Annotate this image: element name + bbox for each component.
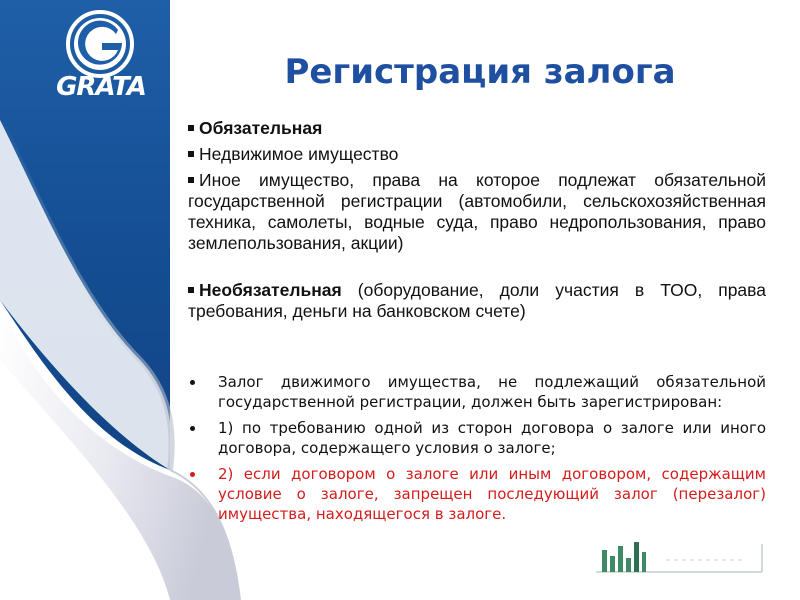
list-item-bold: Необязательная: [199, 280, 342, 300]
square-bullet-icon: [188, 125, 194, 131]
square-bullet-icon: [188, 177, 194, 183]
list-item-text: 1) по требованию одной из сторон договора о залоге или иного договора, содержащего условия о залоге;: [218, 419, 766, 457]
dot-bullet-icon: [190, 472, 195, 477]
list-item-text: Залог движимого имущества, не подлежащий обязательной государственной регистрации, должен быть зарегистрирован:: [218, 373, 766, 411]
list-item-highlighted: [188, 464, 766, 524]
list-item-text: Недвижимое имущество: [199, 144, 399, 164]
bar-chart-icon: [596, 536, 766, 576]
dot-bullet-icon: [190, 426, 195, 431]
dot-bullet-icon: [190, 380, 195, 385]
list-item: [188, 170, 766, 254]
square-bullet-icon: [188, 151, 194, 157]
list-item-text: (оборудование, доли участия в ТОО, права требования, деньги на банковском счете): [188, 280, 766, 321]
list-item: [188, 418, 766, 458]
list-item-bold: Обязательная: [199, 118, 323, 138]
list-item-text: Иное имущество, права на которое подлежат обязательной государственной регистрации (автомобили, сельскохозяйственная техника, самолеты, водные суда, право недропользования, право землепользования, акции): [188, 170, 766, 253]
list-item: [188, 144, 766, 165]
square-bullet-list: [188, 118, 766, 327]
page-title: Регистрация залога: [284, 52, 676, 92]
square-bullet-icon: [188, 287, 194, 293]
list-item-text: 2) если договором о залоге или иным договором, содержащим условие о залоге, запрещен последующий залог (перезалог) имущества, находящегося в залоге.: [218, 465, 766, 523]
logo-text: GRATA: [56, 72, 146, 102]
list-item: [188, 372, 766, 412]
list-item: [188, 118, 766, 139]
dot-bullet-list: [188, 372, 766, 530]
list-item: [188, 280, 766, 322]
